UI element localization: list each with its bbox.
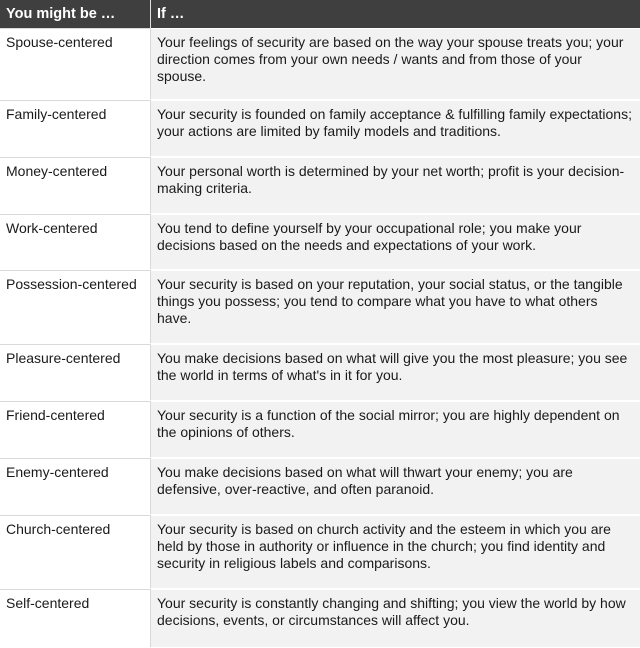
table-row (0, 401, 640, 458)
row-description: You make decisions based on what will give you the most pleasure; you see the world in terms of what's in it for you. (151, 344, 640, 400)
row-description: Your security is founded on family acceptance & fulfilling family expectations; your actions are limited by family models and traditions. (151, 100, 640, 156)
table-row (0, 157, 640, 214)
table-row (0, 100, 640, 157)
row-label: Money-centered (0, 157, 151, 213)
table-row (0, 589, 640, 648)
row-label: Possession-centered (0, 270, 151, 343)
header-you-might-be: You might be … (0, 0, 151, 28)
row-description: Your feelings of security are based on the way your spouse treats you; your direction comes from your own needs / wants and from those of your spouse. (151, 28, 640, 99)
table-row (0, 270, 640, 344)
row-description: Your personal worth is determined by your net worth; profit is your decision-making criteria. (151, 157, 640, 213)
header-if: If … (157, 6, 185, 22)
table-row (0, 214, 640, 270)
row-description: Your security is based on church activity and the esteem in which you are held by those in authority or influence in the church; you find identity and security in religious labels and comparisons. (151, 515, 640, 588)
row-label: Spouse-centered (0, 28, 151, 99)
table-header (0, 0, 640, 28)
row-label: Pleasure-centered (0, 344, 151, 400)
row-label: Family-centered (0, 100, 151, 156)
row-label: Enemy-centered (0, 458, 151, 514)
table-row (0, 515, 640, 589)
row-description: Your security is based on your reputation, your social status, or the tangible things you possess; you tend to compare what you have to what others have. (151, 270, 640, 343)
table-row (0, 458, 640, 515)
row-label: Church-centered (0, 515, 151, 588)
row-description: Your security is constantly changing and shifting; you view the world by how decisions, events, or circumstances will affect you. (151, 589, 640, 647)
table-row (0, 28, 640, 100)
table-row (0, 344, 640, 401)
row-description: You tend to define yourself by your occupational role; you make your decisions based on the needs and expectations of your work. (151, 214, 640, 269)
row-label: Work-centered (0, 214, 151, 269)
row-label: Friend-centered (0, 401, 151, 457)
row-description: Your security is a function of the social mirror; you are highly dependent on the opinions of others. (151, 401, 640, 457)
row-label: Self-centered (0, 589, 151, 647)
row-description: You make decisions based on what will thwart your enemy; you are defensive, over-reactive, and often paranoid. (151, 458, 640, 514)
